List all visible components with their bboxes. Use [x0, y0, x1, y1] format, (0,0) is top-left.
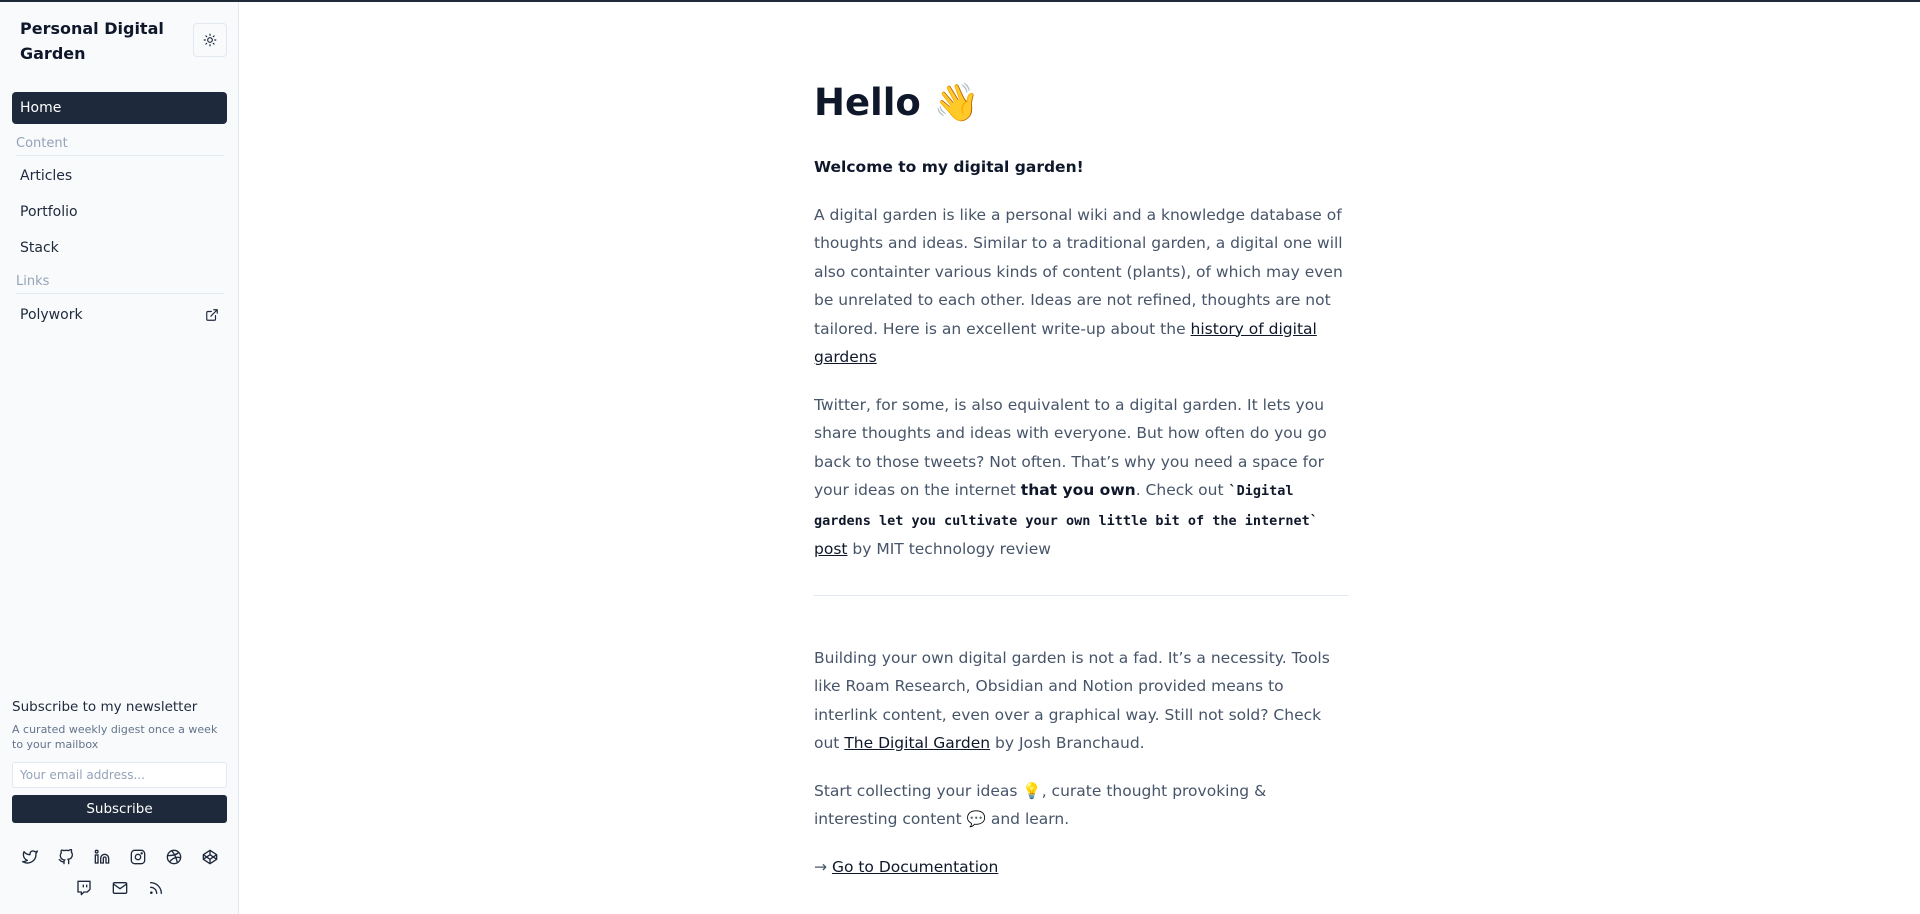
paragraph-twitter: Twitter, for some, is also equivalent to a digital garden. It lets you share thoughts and ideas with everyone. But how often do you go back to those tweets? Not often. That’s why you need a space for your ideas on the internet that you own. Check out `Digital gardens let you cultivate your own little bit of the internet` post by MIT technology review: [814, 395, 1327, 558]
twitter-icon[interactable]: [21, 848, 38, 865]
sidebar: [0, 2, 239, 914]
github-icon[interactable]: [57, 848, 74, 865]
social-links-row-2: [12, 879, 227, 896]
dribbble-icon[interactable]: [165, 848, 182, 865]
paragraph-intro: A digital garden is like a personal wiki and a knowledge database of thoughts and ideas. Similar to a traditional garden, a digital one will also containter various kinds of content (plants), of which may even be unrelated to each other. Ideas are not refined, thoughts are not tailored. Here is an excellent write-up about the history of digital gardens: [814, 205, 1343, 366]
theme-toggle-button[interactable]: [193, 23, 227, 57]
sidebar-item-label: Polywork: [20, 307, 83, 323]
divider: [814, 595, 1348, 596]
arrow-icon: →: [814, 857, 827, 876]
rss-icon[interactable]: [147, 879, 164, 896]
instagram-icon[interactable]: [129, 848, 146, 865]
documentation-line: [814, 853, 1348, 882]
main-content: [814, 78, 1348, 900]
sun-icon: [203, 33, 217, 47]
paragraph-building: Building your own digital garden is not a fad. It’s a necessity. Tools like Roam Research, Obsidian and Notion provided means to interlink content, even over a graphical way. Still not sold? Check out The Digital Garden by Josh Branchaud.: [814, 648, 1330, 752]
section-label-content: Content: [16, 136, 224, 156]
sidebar-item-articles[interactable]: Articles: [20, 168, 73, 184]
history-link[interactable]: history of digital gardens: [814, 319, 1317, 366]
mail-icon[interactable]: [111, 879, 128, 896]
inline-code: `Digital gardens let you cultivate your own little bit of the internet`: [814, 483, 1318, 529]
newsletter-description: A curated weekly digest once a week to your mailbox: [12, 723, 218, 751]
digital-garden-link[interactable]: The Digital Garden: [844, 734, 991, 752]
post-link[interactable]: post: [814, 540, 848, 558]
page-title: Hello 👋: [814, 81, 980, 124]
email-field[interactable]: [12, 762, 227, 788]
newsletter-title: Subscribe to my newsletter: [12, 699, 198, 715]
sidebar-item-polywork[interactable]: [12, 300, 227, 330]
welcome-text: Welcome to my digital garden!: [814, 158, 1084, 176]
social-links-row-1: [12, 848, 227, 865]
sidebar-item-portfolio[interactable]: Portfolio: [20, 204, 78, 220]
section-label-links: Links: [16, 274, 224, 294]
emphasis-text: that you own: [1020, 481, 1136, 499]
twitch-icon[interactable]: [75, 879, 92, 896]
subscribe-button[interactable]: Subscribe: [12, 795, 227, 823]
linkedin-icon[interactable]: [93, 848, 110, 865]
external-link-icon: [205, 308, 219, 322]
sidebar-item-stack[interactable]: Stack: [20, 240, 59, 256]
documentation-link[interactable]: Go to Documentation: [831, 857, 999, 876]
codepen-icon[interactable]: [201, 848, 218, 865]
sidebar-item-home[interactable]: Home: [12, 92, 227, 124]
paragraph-collect: Start collecting your ideas 💡, curate thought provoking & interesting content 💬 and learn.: [814, 781, 1267, 828]
site-title[interactable]: Personal Digital Garden: [20, 19, 164, 63]
